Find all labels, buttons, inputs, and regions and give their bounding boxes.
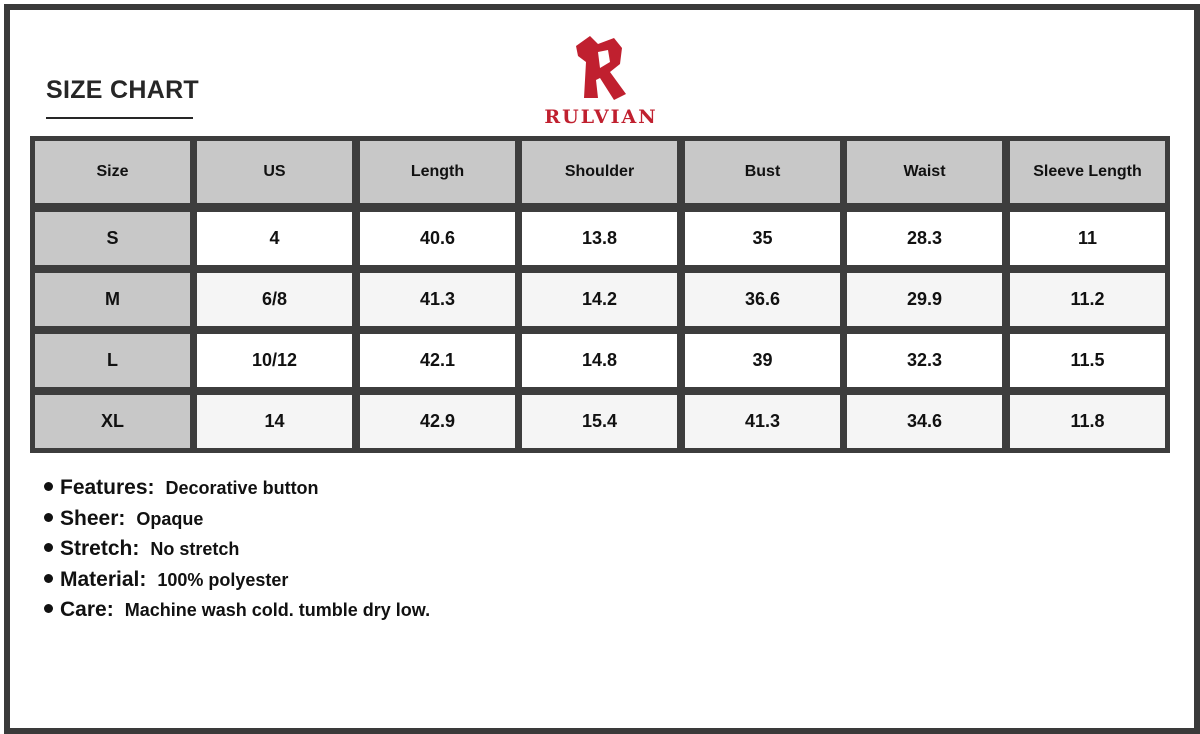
feature-label: Material: — [60, 567, 147, 591]
feature-value: Machine wash cold. tumble dry low. — [124, 600, 431, 620]
feature-item — [44, 476, 744, 507]
feature-item — [44, 568, 744, 599]
size-label-cell: XL — [35, 395, 190, 448]
column-header: Size — [35, 141, 190, 203]
feature-label: Features: — [60, 476, 155, 499]
feature-value: Decorative button — [165, 478, 319, 498]
size-label-cell: L — [35, 334, 190, 387]
table-cell: 39 — [685, 334, 840, 387]
table-cell: 11.8 — [1010, 395, 1165, 448]
column-header: US — [197, 141, 352, 203]
r-monogram-logo-icon — [570, 32, 632, 102]
bullet-icon — [44, 543, 53, 552]
table-cell: 10/12 — [197, 334, 352, 387]
size-label-cell: S — [35, 212, 190, 265]
feature-item — [44, 598, 744, 629]
size-table — [30, 136, 1170, 453]
column-header: Sleeve Length — [1010, 141, 1165, 203]
table-cell: 29.9 — [847, 273, 1002, 326]
feature-list — [44, 476, 744, 629]
feature-value: Opaque — [136, 508, 204, 529]
table-cell: 13.8 — [522, 212, 677, 265]
bullet-icon — [44, 604, 53, 613]
table-cell: 6/8 — [197, 273, 352, 326]
feature-item — [44, 537, 744, 568]
feature-label: Sheer: — [60, 506, 126, 530]
feature-item — [44, 507, 744, 538]
bullet-icon — [44, 482, 53, 491]
table-cell: 36.6 — [685, 273, 840, 326]
page-title: SIZE CHART — [46, 76, 199, 104]
table-cell: 15.4 — [522, 395, 677, 448]
column-header: Length — [360, 141, 515, 203]
feature-label: Stretch: — [60, 537, 140, 560]
table-cell: 14.2 — [522, 273, 677, 326]
table-cell: 41.3 — [360, 273, 515, 326]
table-cell: 42.1 — [360, 334, 515, 387]
table-cell: 32.3 — [847, 334, 1002, 387]
table-cell: 42.9 — [360, 395, 515, 448]
size-label-cell: M — [35, 273, 190, 326]
column-header: Waist — [847, 141, 1002, 203]
table-cell: 11.5 — [1010, 334, 1165, 387]
feature-value: No stretch — [150, 539, 240, 559]
table-cell: 28.3 — [847, 212, 1002, 265]
table-cell: 35 — [685, 212, 840, 265]
bullet-icon — [44, 513, 53, 522]
table-cell: 14.8 — [522, 334, 677, 387]
table-cell: 4 — [197, 212, 352, 265]
table-cell: 40.6 — [360, 212, 515, 265]
feature-label: Care: — [60, 598, 114, 621]
table-cell: 14 — [197, 395, 352, 448]
title-underline — [46, 117, 193, 119]
bullet-icon — [44, 574, 53, 583]
table-cell: 11 — [1010, 212, 1165, 265]
column-header: Bust — [685, 141, 840, 203]
feature-value: 100% polyester — [157, 569, 289, 590]
brand-name: RULVIAN — [544, 106, 658, 128]
brand-logo — [538, 32, 664, 126]
table-cell: 41.3 — [685, 395, 840, 448]
table-cell: 11.2 — [1010, 273, 1165, 326]
column-header: Shoulder — [522, 141, 677, 203]
table-cell: 34.6 — [847, 395, 1002, 448]
